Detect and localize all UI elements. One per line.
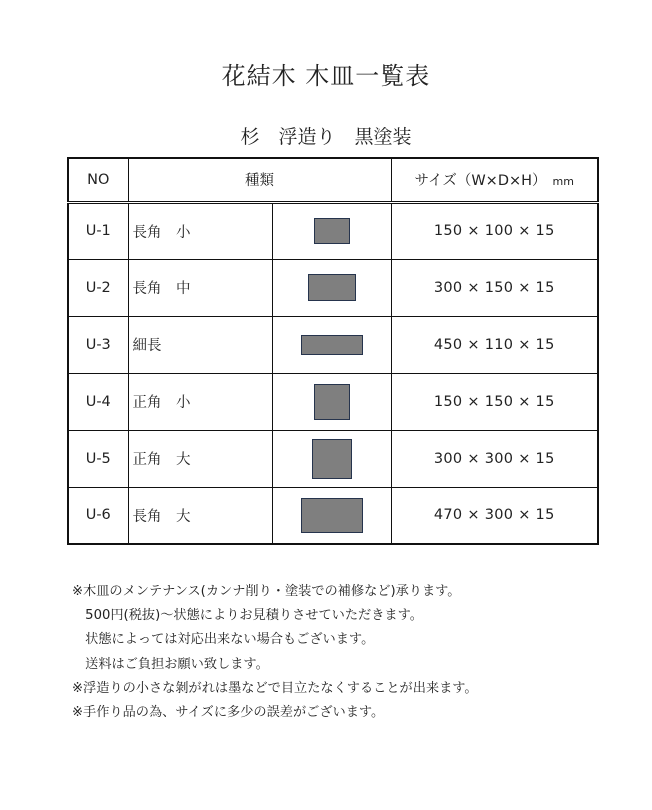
dish-shape-swatch <box>308 274 356 301</box>
note-line: 送料はご負担お願い致します。 <box>72 656 269 672</box>
note-line: ※浮造りの小さな剝がれは墨などで目立たなくすることが出来ます。 <box>72 680 478 696</box>
row-name: 正角 大 <box>128 430 272 487</box>
header-no: NO <box>68 158 128 202</box>
dish-shape-swatch <box>314 218 350 244</box>
row-swatch-cell <box>272 316 391 373</box>
row-size: 150 × 150 × 15 <box>391 373 598 430</box>
page-title: 花結木 木皿一覧表 <box>221 62 431 90</box>
header-size <box>391 158 598 202</box>
row-swatch-cell <box>272 373 391 430</box>
row-no: U-4 <box>68 373 128 430</box>
table-row <box>68 202 598 259</box>
row-no: U-2 <box>68 259 128 316</box>
notes-section <box>72 580 632 725</box>
row-size: 450 × 110 × 15 <box>391 316 598 373</box>
row-no: U-3 <box>68 316 128 373</box>
dish-shape-swatch <box>314 384 350 420</box>
row-size: 470 × 300 × 15 <box>391 487 598 544</box>
note-line: 状態によっては対応出来ない場合もございます。 <box>72 632 375 648</box>
row-no: U-6 <box>68 487 128 544</box>
note-line: 500円(税抜)〜状態によりお見積りさせていただきます。 <box>72 608 423 624</box>
row-size: 150 × 100 × 15 <box>391 202 598 259</box>
row-swatch-cell <box>272 430 391 487</box>
dish-shape-swatch <box>312 439 352 479</box>
table-row <box>68 373 598 430</box>
row-name: 正角 小 <box>128 373 272 430</box>
table-header-row <box>68 158 598 202</box>
row-name: 細長 <box>128 316 272 373</box>
row-size: 300 × 150 × 15 <box>391 259 598 316</box>
product-table <box>67 157 599 545</box>
table-row <box>68 259 598 316</box>
row-name: 長角 小 <box>128 202 272 259</box>
note-line: ※木皿のメンテナンス(カンナ削り・塗装での補修など)承ります。 <box>72 584 461 599</box>
row-name: 長角 大 <box>128 487 272 544</box>
row-no: U-5 <box>68 430 128 487</box>
page-subtitle: 杉 浮造り 黒塗装 <box>240 126 412 148</box>
row-swatch-cell <box>272 202 391 259</box>
note-line: ※手作り品の為、サイズに多少の誤差がございます。 <box>72 705 385 721</box>
dish-shape-swatch <box>301 498 363 533</box>
header-size-label: サイズ（W×D×H） <box>414 173 547 190</box>
table-row <box>68 487 598 544</box>
row-size: 300 × 300 × 15 <box>391 430 598 487</box>
table-row <box>68 316 598 373</box>
row-swatch-cell <box>272 487 391 544</box>
header-type: 種類 <box>128 158 391 202</box>
row-name: 長角 中 <box>128 259 272 316</box>
dish-shape-swatch <box>301 335 363 355</box>
table-row <box>68 430 598 487</box>
row-no: U-1 <box>68 202 128 259</box>
row-swatch-cell <box>272 259 391 316</box>
header-size-unit: mm <box>552 175 574 189</box>
